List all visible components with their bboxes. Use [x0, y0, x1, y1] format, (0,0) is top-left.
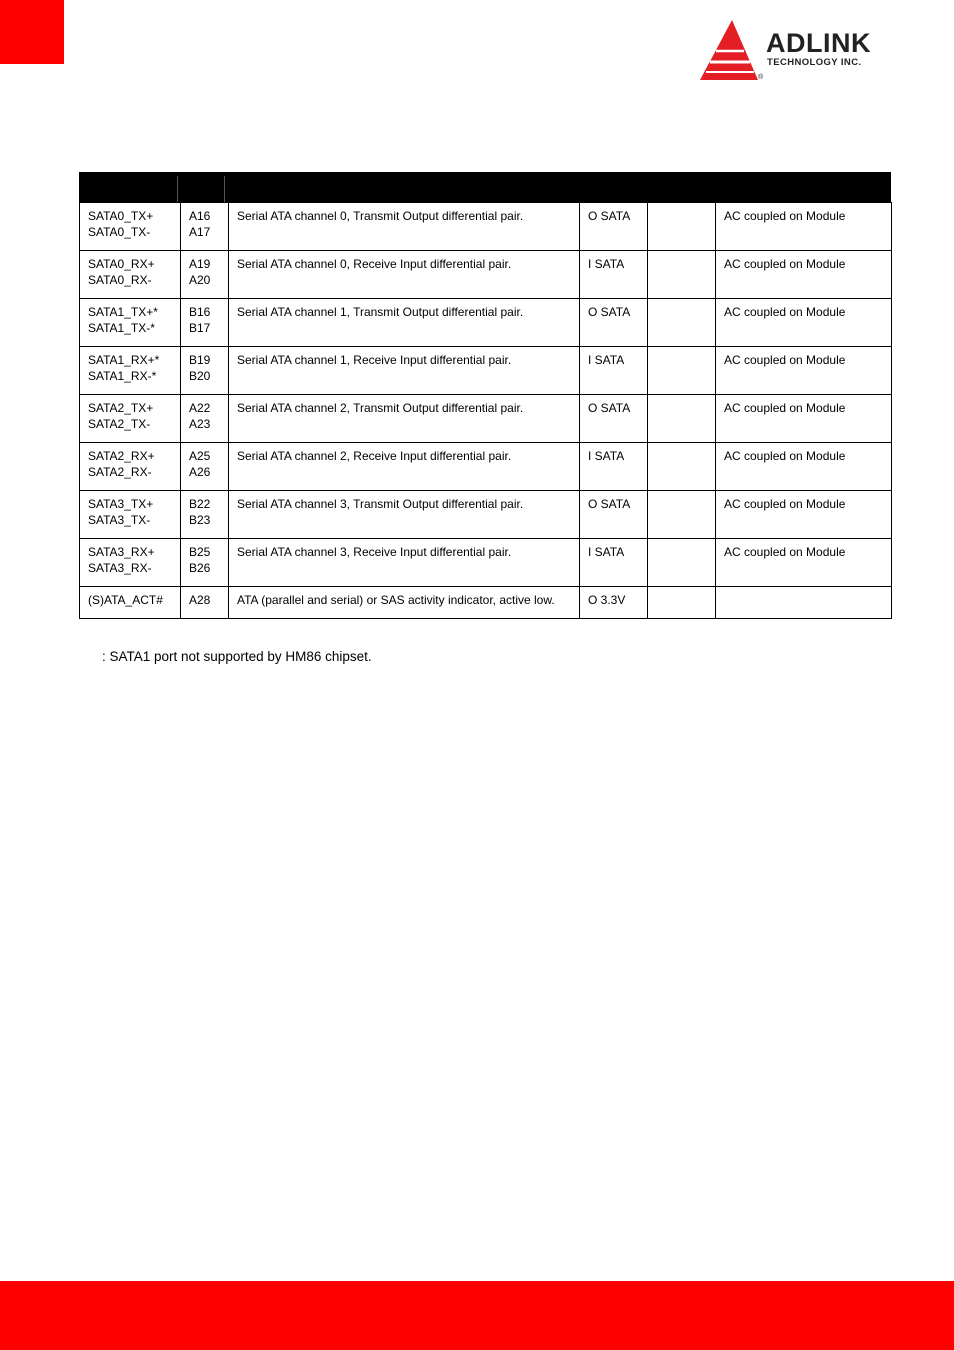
comment-cell: AC coupled on Module — [716, 491, 892, 539]
table-row — [80, 443, 892, 491]
description-cell: Serial ATA channel 3, Transmit Output differential pair. — [229, 491, 580, 539]
comment-cell: AC coupled on Module — [716, 539, 892, 587]
signal-name-cell — [80, 539, 181, 587]
pin-number: B25 — [189, 545, 211, 559]
io-type-cell: I SATA — [580, 539, 648, 587]
signal-name: SATA1_RX+* — [88, 353, 160, 367]
pin-cell — [181, 299, 229, 347]
signal-name: SATA3_TX+ — [88, 497, 154, 511]
signal-name-cell — [80, 203, 181, 251]
signal-name-cell — [80, 395, 181, 443]
pin-number: B22 — [189, 497, 211, 511]
power-rail-cell — [648, 443, 716, 491]
io-type-cell: O SATA — [580, 395, 648, 443]
pin-number: A19 — [189, 257, 211, 271]
signal-table — [79, 202, 892, 619]
signal-name-cell — [80, 587, 181, 619]
table-body — [80, 203, 892, 619]
table-row — [80, 251, 892, 299]
signal-name: SATA0_RX- — [88, 273, 152, 287]
footnote: : SATA1 port not supported by HM86 chipset. — [102, 649, 372, 664]
signal-name: SATA0_TX+ — [88, 209, 154, 223]
signal-name: SATA2_RX- — [88, 465, 152, 479]
signal-name-cell — [80, 251, 181, 299]
description-cell: Serial ATA channel 0, Receive Input differential pair. — [229, 251, 580, 299]
signal-name: SATA0_TX- — [88, 225, 151, 239]
signal-name: SATA1_TX+* — [88, 305, 158, 319]
pin-number: B16 — [189, 305, 211, 319]
signal-name: (S)ATA_ACT# — [88, 593, 163, 607]
power-rail-cell — [648, 395, 716, 443]
signal-name-cell — [80, 443, 181, 491]
table-row — [80, 491, 892, 539]
pin-number: A23 — [189, 417, 211, 431]
comment-cell: AC coupled on Module — [716, 395, 892, 443]
description-cell: Serial ATA channel 3, Receive Input differential pair. — [229, 539, 580, 587]
power-rail-cell — [648, 587, 716, 619]
comment-cell: AC coupled on Module — [716, 203, 892, 251]
signal-name: SATA3_RX- — [88, 561, 152, 575]
signal-name-cell — [80, 347, 181, 395]
table-header-bar — [79, 172, 891, 202]
signal-name: SATA0_RX+ — [88, 257, 155, 271]
signal-name: SATA2_TX+ — [88, 401, 154, 415]
pin-number: A20 — [189, 273, 211, 287]
io-type-cell: O 3.3V — [580, 587, 648, 619]
table-row — [80, 299, 892, 347]
power-rail-cell — [648, 251, 716, 299]
sata-signal-table — [79, 172, 891, 619]
description-cell: Serial ATA channel 1, Receive Input differential pair. — [229, 347, 580, 395]
io-type-cell: O SATA — [580, 203, 648, 251]
pin-number: A17 — [189, 225, 211, 239]
header-column-divider — [224, 176, 225, 202]
signal-name: SATA3_TX- — [88, 513, 151, 527]
signal-name: SATA3_RX+ — [88, 545, 155, 559]
header-column-divider — [177, 176, 178, 202]
table-row — [80, 587, 892, 619]
io-type-cell: O SATA — [580, 491, 648, 539]
adlink-triangle-icon — [696, 18, 762, 84]
power-rail-cell — [648, 539, 716, 587]
top-left-red-tab — [0, 0, 64, 64]
pin-number: B20 — [189, 369, 211, 383]
signal-name: SATA2_RX+ — [88, 449, 155, 463]
power-rail-cell — [648, 347, 716, 395]
pin-cell — [181, 587, 229, 619]
pin-cell — [181, 491, 229, 539]
comment-cell: AC coupled on Module — [716, 443, 892, 491]
pin-cell — [181, 395, 229, 443]
logo-subtitle: TECHNOLOGY INC. — [767, 57, 862, 68]
pin-cell — [181, 443, 229, 491]
signal-name: SATA2_TX- — [88, 417, 151, 431]
power-rail-cell — [648, 203, 716, 251]
description-cell: Serial ATA channel 2, Transmit Output differential pair. — [229, 395, 580, 443]
pin-number: B17 — [189, 321, 211, 335]
pin-number: A22 — [189, 401, 211, 415]
logo-registered-mark: ® — [758, 74, 764, 81]
table-row — [80, 203, 892, 251]
table-row — [80, 347, 892, 395]
description-cell: ATA (parallel and serial) or SAS activity indicator, active low. — [229, 587, 580, 619]
comment-cell: AC coupled on Module — [716, 299, 892, 347]
pin-number: A28 — [189, 593, 211, 607]
signal-name-cell — [80, 299, 181, 347]
signal-name: SATA1_RX-* — [88, 369, 157, 383]
adlink-logo — [696, 18, 906, 84]
pin-cell — [181, 203, 229, 251]
table-row — [80, 539, 892, 587]
description-cell: Serial ATA channel 1, Transmit Output differential pair. — [229, 299, 580, 347]
pin-number: B19 — [189, 353, 211, 367]
bottom-red-band — [0, 1281, 954, 1350]
pin-number: A26 — [189, 465, 211, 479]
power-rail-cell — [648, 299, 716, 347]
description-cell: Serial ATA channel 2, Receive Input differential pair. — [229, 443, 580, 491]
io-type-cell: I SATA — [580, 443, 648, 491]
table-row — [80, 395, 892, 443]
comment-cell: AC coupled on Module — [716, 251, 892, 299]
io-type-cell: O SATA — [580, 299, 648, 347]
logo-wordmark: ADLINK — [766, 28, 871, 58]
signal-name: SATA1_TX-* — [88, 321, 155, 335]
pin-number: A16 — [189, 209, 211, 223]
comment-cell — [716, 587, 892, 619]
description-cell: Serial ATA channel 0, Transmit Output differential pair. — [229, 203, 580, 251]
signal-name-cell — [80, 491, 181, 539]
power-rail-cell — [648, 491, 716, 539]
pin-number: A25 — [189, 449, 211, 463]
comment-cell: AC coupled on Module — [716, 347, 892, 395]
pin-cell — [181, 251, 229, 299]
pin-cell — [181, 539, 229, 587]
pin-number: B23 — [189, 513, 211, 527]
io-type-cell: I SATA — [580, 347, 648, 395]
pin-cell — [181, 347, 229, 395]
pin-number: B26 — [189, 561, 211, 575]
io-type-cell: I SATA — [580, 251, 648, 299]
